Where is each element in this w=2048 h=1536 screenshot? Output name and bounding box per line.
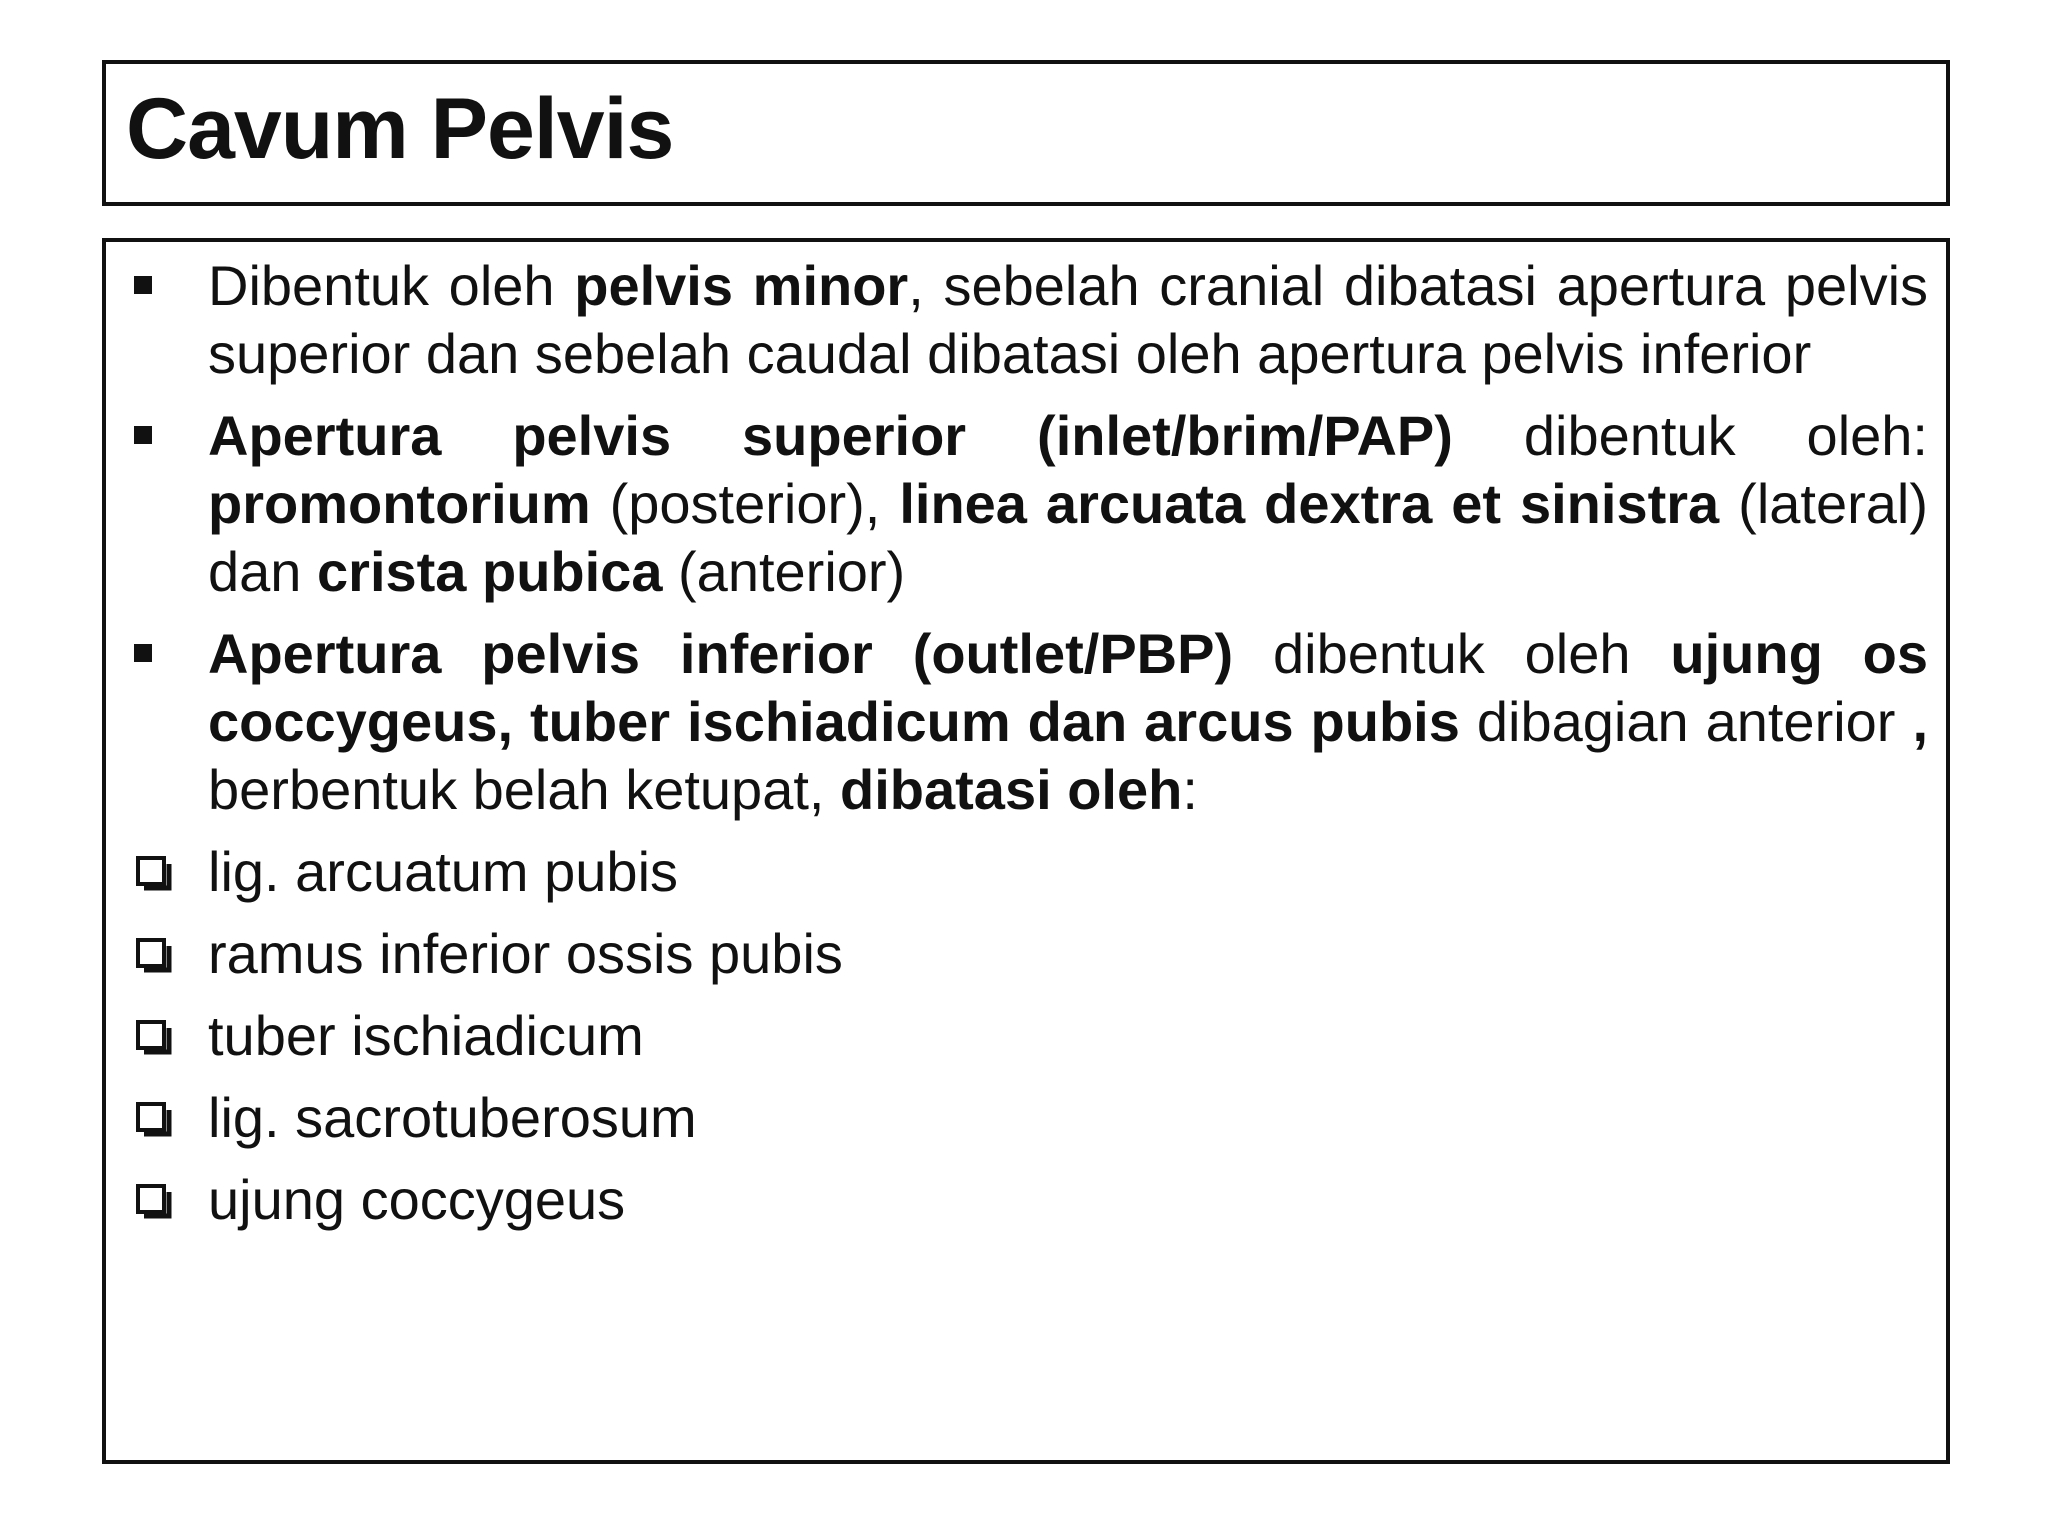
checkbox-bullet-icon	[136, 1184, 172, 1220]
checklist-item-label: tuber ischiadicum	[208, 1004, 644, 1067]
checklist-item	[128, 1166, 1928, 1234]
bullet-text: Apertura pelvis inferior (outlet/PBP) dibentuk oleh ujung os coccygeus, tuber ischiadicum dan arcus pubis dibagian anterior , berbentuk belah ketupat, dibatasi oleh:	[208, 622, 1929, 821]
checklist-item-label: lig. arcuatum pubis	[208, 840, 679, 903]
bullet-item	[128, 620, 1928, 824]
checklist-item	[128, 1084, 1928, 1152]
checklist-item-label: ujung coccygeus	[208, 1168, 626, 1231]
bullet-item	[128, 252, 1928, 388]
checkbox-bullet-icon	[136, 856, 172, 892]
bullet-text: Apertura pelvis superior (inlet/brim/PAP) dibentuk oleh: promontorium (posterior), linea arcuata dextra et sinistra (lateral) dan crista pubica (anterior)	[208, 404, 1928, 603]
checkbox-bullet-icon	[136, 1102, 172, 1138]
square-bullet-icon	[134, 276, 152, 294]
square-bullet-icon	[134, 426, 152, 444]
checklist-item-label: lig. sacrotuberosum	[208, 1086, 697, 1149]
content-box	[102, 238, 1950, 1464]
slide-title: Cavum Pelvis	[126, 81, 674, 177]
checkbox-bullet-icon	[136, 938, 172, 974]
content-list	[128, 252, 1928, 1248]
title-box	[102, 60, 1950, 206]
checklist-item	[128, 920, 1928, 988]
bullet-text: Dibentuk oleh pelvis minor, sebelah cranial dibatasi apertura pelvis superior dan sebelah caudal dibatasi oleh apertura pelvis inferior	[208, 254, 1929, 385]
checklist-item	[128, 838, 1928, 906]
square-bullet-icon	[134, 644, 152, 662]
checklist-item	[128, 1002, 1928, 1070]
bullet-item	[128, 402, 1928, 606]
checklist-item-label: ramus inferior ossis pubis	[208, 922, 843, 985]
checkbox-bullet-icon	[136, 1020, 172, 1056]
